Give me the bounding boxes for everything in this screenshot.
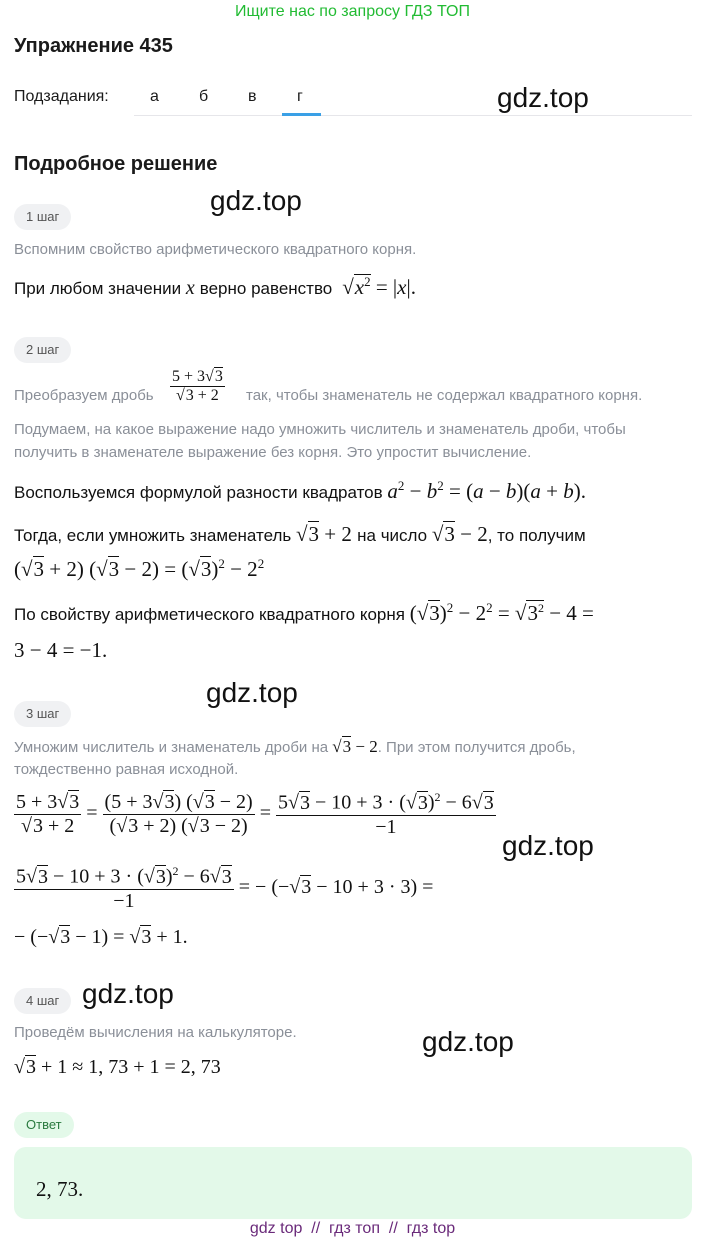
answer-box [14,1147,692,1219]
step-3-hint: Умножим числитель и знаменатель дроби на √3 − 2. При этом получится дробь, [14,737,576,756]
step-2-formula-text: Воспользуемся формулой разности квадратов [14,483,383,502]
step-4-calc: √3 + 1 ≈ 1, 73 + 1 = 2, 73 [14,1056,221,1078]
step-1-text: При любом значении x верно равенство $√x^2 = |x|$. [14,274,416,299]
step-2-badge: 2 шаг [14,337,71,363]
tab-v[interactable]: в [248,88,257,105]
tabs-divider [134,115,692,116]
tab-a[interactable]: а [150,88,159,105]
watermark: gdz.top [82,978,174,1009]
step-1-hint: Вспомним свойство арифметического квадратного корня. [14,241,417,258]
watermark: gdz.top [206,677,298,708]
step-2-then-b: на число [357,526,428,545]
subtasks-label: Подзадания: [14,88,109,105]
step-3-result: − (−√3 − 1) = √3 + 1. [14,926,188,948]
active-tab-indicator [282,113,321,116]
footer-links[interactable]: gdz top // гдз топ // гдз top [249,1220,456,1237]
section-title: Подробное решение [14,153,218,175]
step-1-badge: 1 шаг [14,204,71,230]
step-3-hint-b: . При этом получится дробь, [377,739,576,756]
step-2-prop-text: По свойству арифметического квадратного корня [14,605,405,624]
tab-g[interactable]: г [297,88,303,105]
step-2-then-c: , то получим [487,526,586,545]
watermark: gdz.top [422,1026,514,1057]
step-2-hint-b: так, чтобы знаменатель не содержал квадратного корня. [246,387,643,404]
step-1-text-b: верно равенство [199,279,333,298]
step-2-then-line: Тогда, если умножить знаменатель √3 + 2 на число √3 − 2, то получим [14,522,586,546]
step-3-equation-1: $\frac{5 + 3√3}{√3 + 2}$ = $\frac{(5 + 3√3) (√3 - 2)}{(√3 + 2) (√3 - 2)}$ = $\frac{5√3 - 10 + 3 \cdot (√3)^2 - 6√3}{-1}$ [16,790,494,838]
watermark: gdz.top [497,82,589,113]
page-title: Упражнение 435 [14,35,173,57]
step-4-hint: Проведём вычисления на калькуляторе. [14,1024,297,1041]
step-2-hint2-line1: Подумаем, на какое выражение надо умножить числитель и знаменатель дроби, чтобы [14,421,626,438]
step-3-hint-line2: тождественно равная исходной. [14,761,239,778]
answer-badge: Ответ [14,1112,74,1138]
step-2-product: (√3 + 2) $(√3 - 2) = (√3)^2 - 2^2$ [14,556,265,581]
step-2-prop-line: По свойству арифметического квадратного корня $(√3)^2 - 2^2 = √3^2 - 4$ = [14,600,594,625]
step-4-badge: 4 шаг [14,988,71,1014]
step-2-hint-a: Преобразуем дробь [14,387,154,404]
tab-b[interactable]: б [199,88,209,105]
watermark: gdz.top [210,185,302,216]
step-3-badge: 3 шаг [14,701,71,727]
answer-value: 2, 73. [36,1177,84,1201]
search-banner[interactable]: Ищите нас по запросу ГДЗ ТОП [235,3,470,20]
step-1-text-a: При любом значении [14,279,182,298]
step-2-result: 3 − 4 = −1. [14,638,108,662]
step-2-hint2-line2: получить в знаменателе выражение без корня. Это упростит вычисление. [14,444,532,461]
step-3-hint-a: Умножим числитель и знаменатель дроби на [14,739,329,756]
step-2-fraction: $\frac{5 + 3√3}{√3 + 2}$ [172,368,223,404]
step-1-formula: $√x^2 = |x|$. [336,274,416,299]
step-2-then-a: Тогда, если умножить знаменатель [14,526,292,545]
step-3-equation-2: $\frac{5√3 - 10 + 3 \cdot (√3)^2 - 6√3}{-1}$ = − (−√3 − 10 + 3 · 3) = [16,864,434,912]
watermark: gdz.top [502,830,594,861]
step-2-formula-line: Воспользуемся формулой разности квадратов $a^2 - b^2 = (a - b)(a + b)$. [14,478,587,503]
